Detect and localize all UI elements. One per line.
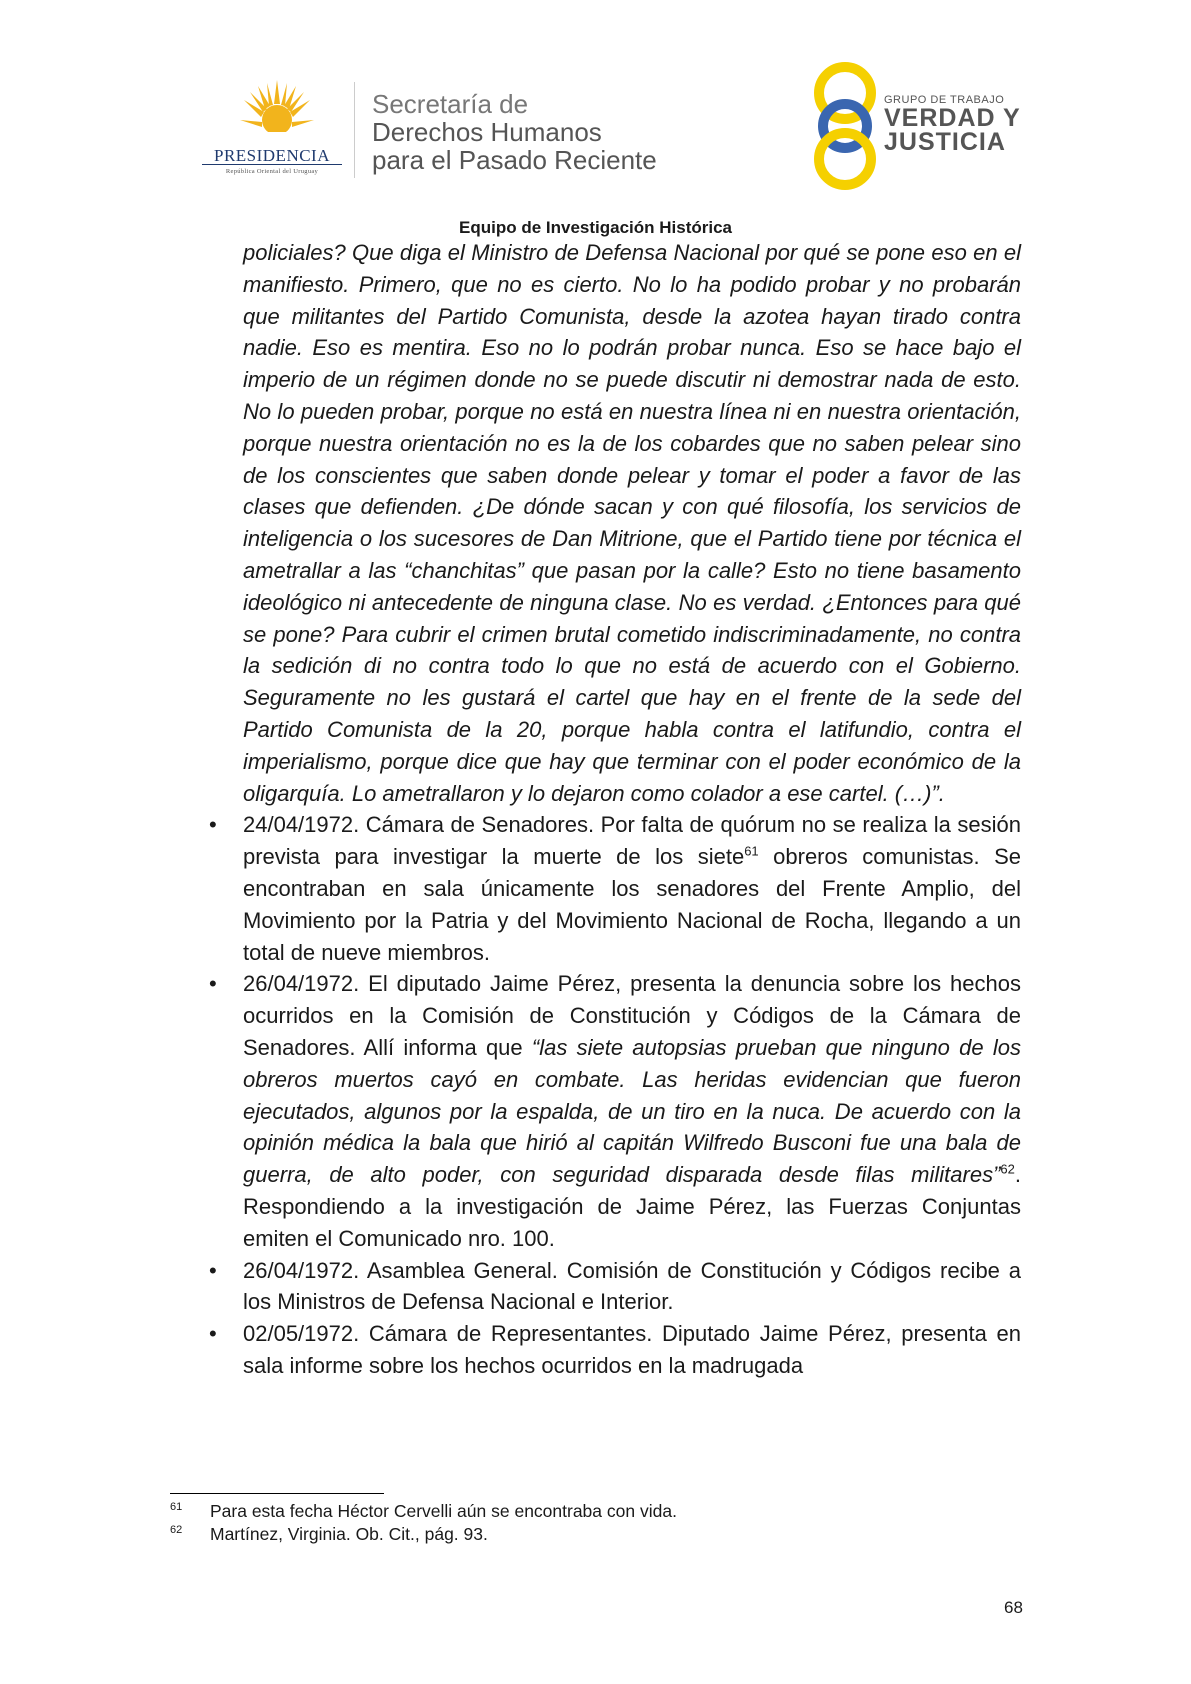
presidencia-title: PRESIDENCIA	[213, 146, 330, 165]
footnote-text: Para esta fecha Héctor Cervelli aún se encontraba con vida.	[210, 1501, 677, 1521]
page-number: 68	[1004, 1598, 1023, 1617]
item-text: . Respondiendo a la investigación de Jaime Pérez, las Fuerzas Conjuntas emiten el Comunicado nro. 100.	[243, 1162, 1021, 1251]
quote-paragraph: policiales? Que diga el Ministro de Defensa Nacional por qué se pone eso en el manifiesto. Primero, que no es cierto. No lo ha podido probar y no probarán que militantes del Partido Comunista, desde la azotea hayan tirado contra nadie. Eso es mentira. Eso no lo podrán probar nunca. Eso se hace bajo el imperio de un régimen donde no se puede discutir ni demostrar nada de esto. No lo pueden probar, porque no está en nuestra línea ni en nuestra orientación, porque nuestra orientación no es la de los cobardes que no saben pelear sino de los conscientes que saben donde pelear y tomar el poder a favor de las clases que defienden. ¿De dónde sacan y con qué filosofía, los servicios de inteligencia o los sucesores de Dan Mitrione, que el Partido tiene por técnica el ametrallar a las “chanchitas” que pasan por la calle? Esto no tiene basamento ideológico ni antecedente de ninguna clase. No es verdad. ¿Entonces para qué se pone? Para cubrir el crimen brutal cometido indiscriminadamente, no contra la sedición di no contra todo lo que no está de acuerdo con el Gobierno. Seguramente no les gustará el cartel que hay en el frente de la sede del Partido Comunista de la 20, porque habla contra el latifundio, contra el imperialismo, porque dice que hay que terminar con el poder económico de la oligarquía. Lo ametrallaron y lo dejaron como colador a ese cartel. (…)”.	[243, 240, 1021, 806]
footnotes	[170, 1500, 1030, 1546]
item-text: 26/04/1972. Asamblea General. Comisión de Constitución y Códigos recibe a los Ministros de Defensa Nacional e Interior.	[243, 1257, 1021, 1315]
bullet: •	[209, 812, 217, 838]
grupo-line-1: GRUPO DE TRABAJO	[884, 94, 1005, 106]
footnote-ref[interactable]: 61	[744, 843, 759, 859]
list-item	[209, 968, 1021, 1254]
bullet: •	[209, 1257, 217, 1283]
document-body	[209, 237, 1021, 1382]
item-text: 26/04/1972. El diputado Jaime Pérez, presenta la denuncia sobre los hechos ocurridos en la Comisión de Constitución y Códigos de la Cámara de Senadores. Allí informa que	[243, 971, 1021, 1060]
header-divider	[354, 82, 355, 178]
grupo-line-2: VERDAD Y	[884, 104, 1021, 132]
bullet: •	[209, 971, 217, 997]
item-text: 02/05/1972. Cámara de Representantes. Diputado Jaime Pérez, presenta en sala informe sobre los hechos ocurridos en la madrugada	[243, 1321, 1021, 1378]
secretaria-logo-text	[372, 90, 657, 174]
chronology-list	[209, 809, 1021, 1381]
grupo-logo-text	[884, 94, 1021, 154]
page-header	[0, 0, 1191, 200]
list-item	[209, 1255, 1021, 1319]
footnote-number: 62	[170, 1524, 183, 1536]
presidencia-subtitle: República Oriental del Uruguay	[225, 168, 319, 175]
team-heading: Equipo de Investigación Histórica	[459, 218, 732, 237]
item-text: 24/04/1972. Cámara de Senadores. Por falta de quórum no se realiza la sesión prevista para investigar la muerte de los siete	[243, 812, 1021, 870]
secretaria-line-1: Secretaría de	[372, 89, 529, 119]
bullet: •	[209, 1321, 217, 1347]
secretaria-line-3: para el Pasado Reciente	[372, 145, 657, 175]
list-item	[209, 809, 1021, 968]
footnote	[170, 1500, 1030, 1523]
sun-icon	[240, 80, 314, 142]
footnote	[170, 1523, 1030, 1546]
rings-icon	[810, 62, 880, 190]
list-item	[209, 1318, 1021, 1382]
item-text: obreros comunistas. Se encontraban en sala únicamente los senadores del Frente Amplio, del Movimiento por la Patria y del Movimiento Nacional de Rocha, llegando a un total de nueve miembros.	[243, 844, 1021, 965]
footnote-ref[interactable]: 62	[1000, 1161, 1015, 1177]
footnote-text: Martínez, Virginia. Ob. Cit., pág. 93.	[210, 1524, 488, 1544]
presidencia-logo	[196, 80, 356, 180]
footnote-number: 61	[170, 1501, 183, 1513]
item-quote: “las siete autopsias prueban que ninguno de los obreros muertos cayó en combate. Las heridas evidencian que fueron ejecutados, algunos por la espalda, de un tiro en la nuca. De acuerdo con la opinión médica la bala que hirió al capitán Wilfredo Busconi fue una bala de guerra, de alto poder, con seguridad disparada desde filas militares”	[243, 1034, 1021, 1188]
secretaria-line-2: Derechos Humanos	[372, 117, 602, 147]
grupo-line-3: JUSTICIA	[884, 128, 1006, 156]
footnote-separator	[170, 1493, 384, 1494]
